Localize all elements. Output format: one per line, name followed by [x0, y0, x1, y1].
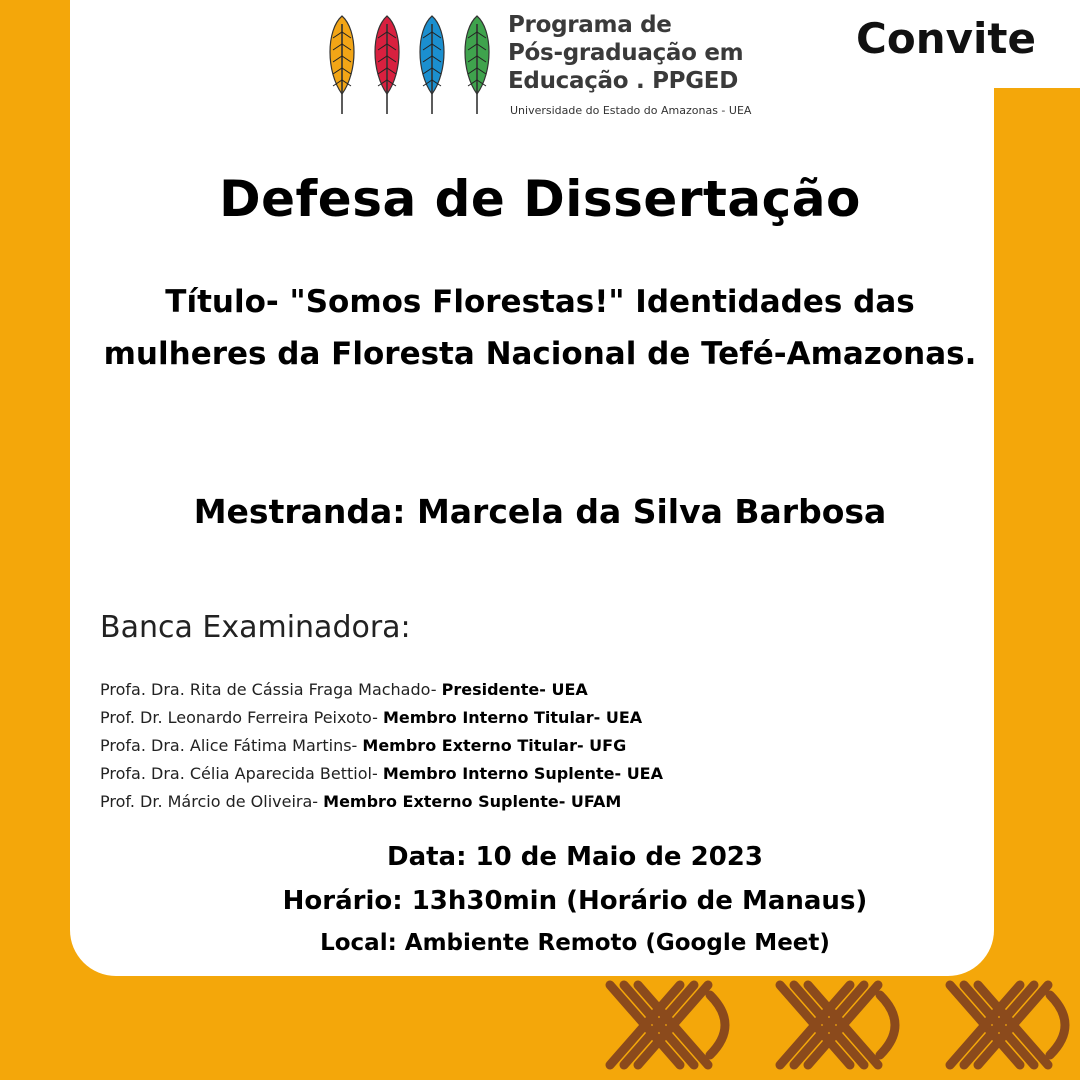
event-time: Horário: 13h30min (Horário de Manaus) [282, 886, 868, 916]
member-name: Prof. Dr. Márcio de Oliveira- [100, 792, 324, 811]
dissertation-title: Título- "Somos Florestas!" Identidades das mulheres da Floresta Nacional de Tefé-Amazonas. [103, 284, 977, 372]
member-role: Presidente- UEA [441, 680, 588, 699]
pattern-stroke [1050, 995, 1065, 1055]
tribal-pattern-icon [590, 955, 1080, 1080]
committee-member [100, 676, 663, 704]
logo-university: Universidade do Estado do Amazonas - UEA [510, 104, 752, 117]
ppged-logo [322, 10, 762, 120]
committee-list [100, 676, 663, 816]
student-name: Mestranda: Marcela da Silva Barbosa [193, 492, 887, 531]
committee-label: Banca Examinadora: [100, 610, 411, 645]
member-name: Profa. Dra. Rita de Cássia Fraga Machado- [100, 680, 442, 699]
member-name: Profa. Dra. Célia Aparecida Bettiol- [100, 764, 383, 783]
member-role: Membro Interno Suplente- UEA [382, 764, 663, 783]
member-role: Membro Externo Titular- UFG [362, 736, 627, 755]
logo-line-3: Educação . PPGED [508, 68, 739, 94]
event-date: Data: 10 de Maio de 2023 [387, 842, 763, 872]
invitation-card [70, 0, 994, 976]
committee-member [100, 732, 663, 760]
pattern-stroke [710, 995, 725, 1055]
committee-member [100, 704, 663, 732]
pattern-stroke [880, 995, 895, 1055]
logo-line-2: Pós-graduação em [508, 40, 744, 66]
member-role: Membro Interno Titular- UEA [382, 708, 643, 727]
committee-member [100, 788, 663, 816]
member-name: Prof. Dr. Leonardo Ferreira Peixoto- [100, 708, 383, 727]
page-title: Defesa de Dissertação [219, 170, 861, 228]
feathers-logo-icon [322, 10, 492, 120]
convite-label: Convite [856, 14, 1036, 63]
member-name: Profa. Dra. Alice Fátima Martins- [100, 736, 363, 755]
logo-line-1: Programa de [508, 12, 672, 38]
committee-member [100, 760, 663, 788]
member-role: Membro Externo Suplente- UFAM [323, 792, 622, 811]
event-location: Local: Ambiente Remoto (Google Meet) [320, 930, 830, 956]
